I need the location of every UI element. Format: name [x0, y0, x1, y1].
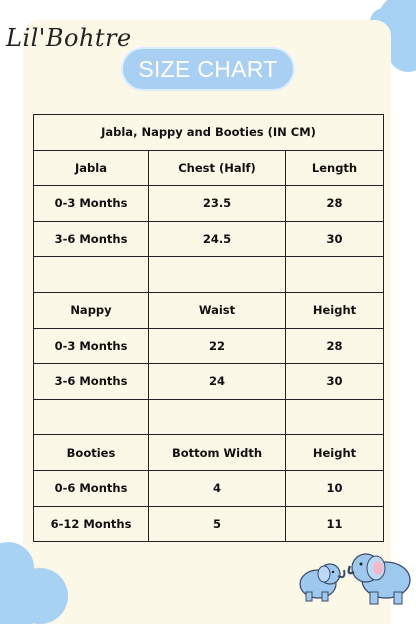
table-cell: 6-12 Months	[34, 506, 149, 542]
table-cell: 28	[286, 186, 384, 222]
table-cell: 3-6 Months	[34, 221, 149, 257]
table-cell: 23.5	[149, 186, 286, 222]
table-caption-row	[34, 115, 384, 151]
table-cell	[149, 257, 286, 293]
table-cell: 10	[286, 470, 384, 506]
table-cell: 30	[286, 364, 384, 400]
table-row	[34, 186, 384, 222]
table-cell: Jabla	[34, 150, 149, 186]
table-row	[34, 221, 384, 257]
table-cell	[286, 257, 384, 293]
table-cell: 0-3 Months	[34, 328, 149, 364]
table-cell: 11	[286, 506, 384, 542]
table-cell: 0-6 Months	[34, 470, 149, 506]
table-cell: 30	[286, 221, 384, 257]
brand-logo: Lil'Bohtre	[6, 24, 132, 52]
elephant-small-icon	[300, 564, 344, 601]
elephants-illustration	[296, 546, 416, 608]
table-cell	[286, 399, 384, 435]
table-cell: 4	[149, 470, 286, 506]
table-cell: 0-3 Months	[34, 186, 149, 222]
table-cell: 24	[149, 364, 286, 400]
table-cell	[34, 257, 149, 293]
table-cell: Bottom Width	[149, 435, 286, 471]
table-cell	[149, 399, 286, 435]
table-cell: Booties	[34, 435, 149, 471]
table-cell: Height	[286, 435, 384, 471]
table-cell: Height	[286, 292, 384, 328]
table-caption: Jabla, Nappy and Booties (IN CM)	[34, 115, 384, 151]
table-cell: 5	[149, 506, 286, 542]
table-spacer-row	[34, 257, 384, 293]
table-header-row	[34, 292, 384, 328]
table-cell: Waist	[149, 292, 286, 328]
table-row	[34, 328, 384, 364]
table-header-row	[34, 150, 384, 186]
table-spacer-row	[34, 399, 384, 435]
page-title: SIZE CHART	[121, 47, 295, 91]
table-cell	[34, 399, 149, 435]
table-row	[34, 364, 384, 400]
table-cell: 24.5	[149, 221, 286, 257]
table-row	[34, 470, 384, 506]
cloud-bottom-left-icon	[0, 534, 75, 624]
table-cell: 22	[149, 328, 286, 364]
table-header-row	[34, 435, 384, 471]
table-cell: Chest (Half)	[149, 150, 286, 186]
table-cell: Length	[286, 150, 384, 186]
size-table	[33, 114, 384, 542]
table-cell: 3-6 Months	[34, 364, 149, 400]
table-row	[34, 506, 384, 542]
table-cell: Nappy	[34, 292, 149, 328]
elephant-big-icon	[349, 554, 410, 604]
table-cell: 28	[286, 328, 384, 364]
